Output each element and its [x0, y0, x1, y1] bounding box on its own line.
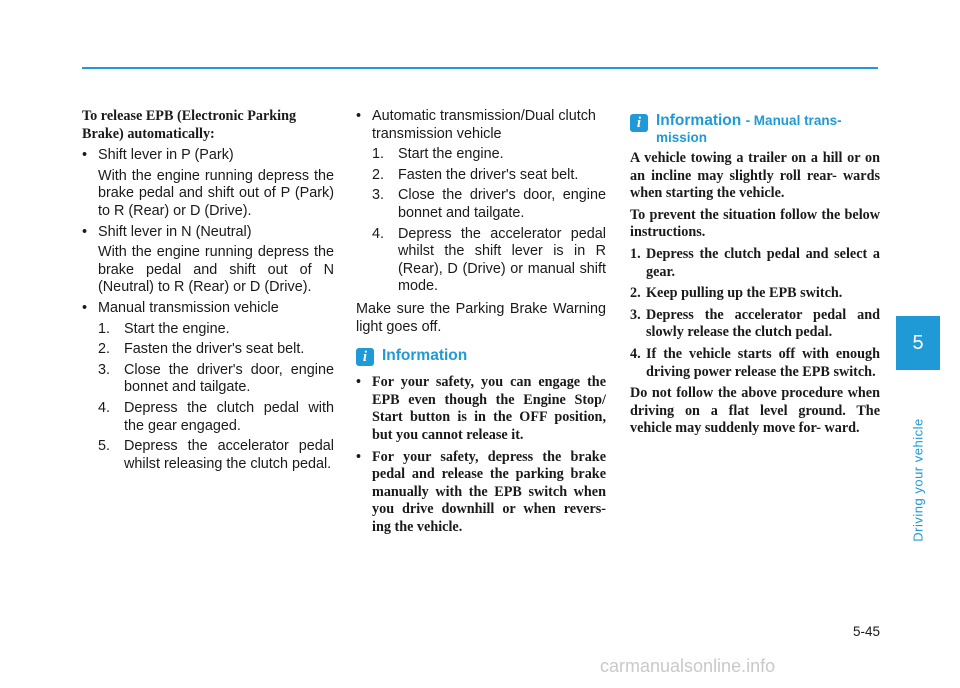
step-item	[356, 167, 606, 185]
step-text: Close the driver's door, engine bonnet and tailgate.	[398, 187, 606, 221]
list-item	[82, 300, 334, 318]
bullet-label: Automatic transmission/Dual clutch transmission vehicle	[372, 108, 596, 142]
step-text: Depress the clutch pedal and select a gear.	[646, 245, 880, 280]
bullet-icon: •	[356, 374, 361, 391]
info-icon: i	[630, 114, 648, 132]
step-number: 5.	[98, 438, 111, 455]
step-number: 4.	[630, 345, 641, 362]
step-number: 4.	[372, 225, 385, 242]
step-number: 3.	[630, 306, 641, 323]
bullet-text: With the engine running depress the brake pedal and shift out of N (Neutral) to R (Rear) or D (Drive).	[98, 244, 334, 296]
step-text: Keep pulling up the EPB switch.	[646, 285, 843, 302]
bullet-icon: •	[356, 108, 362, 124]
step-item	[356, 226, 606, 296]
bullet-label: Manual transmission vehicle	[98, 299, 279, 316]
info-subtitle: - Manual trans- mission	[656, 113, 842, 145]
list-item	[356, 108, 606, 143]
step-text: Start the engine.	[124, 320, 230, 337]
step-number: 4.	[98, 399, 111, 416]
info-header	[630, 108, 880, 146]
info-warning: Do not follow the above procedure when driving on a flat level ground. The vehicle may suddenly move for- ward.	[630, 385, 880, 437]
step-text: Depress the accelerator pedal and slowly release the clutch pedal.	[646, 306, 880, 341]
step-item	[630, 346, 880, 381]
step-number: 2.	[98, 341, 111, 358]
step-item	[356, 146, 606, 164]
info-bullet	[356, 449, 606, 537]
step-number: 3.	[98, 361, 111, 378]
step-text: Depress the clutch pedal with the gear engaged.	[124, 399, 334, 434]
info-bullet-text: For your safety, you can engage the EPB even though the Engine Stop/ Start button is in the OFF position, but you cannot release it.	[372, 374, 606, 443]
bullet-icon: •	[82, 299, 88, 316]
list-item	[82, 147, 334, 165]
step-text: Depress the accelerator pedal whilst the shift lever is in R (Rear), D (Drive) or manual shift mode.	[398, 225, 606, 295]
step-number: 1.	[372, 146, 385, 163]
info-bullet	[356, 374, 606, 444]
list-item	[82, 224, 334, 242]
bullet-text: With the engine running depress the brake pedal and shift out of P (Park) to R (Rear) or D (Drive).	[98, 167, 334, 219]
bullet-icon: •	[82, 147, 88, 164]
column-right	[630, 108, 880, 438]
info-intro: A vehicle towing a trailer on a hill or on an incline may slightly roll rear- wards when starting the vehicle.	[630, 150, 880, 202]
info-bullet-text: For your safety, depress the brake pedal and release the parking brake manually with the EPB switch when you drive downhill or when revers- ing the vehicle.	[372, 448, 606, 535]
info-header	[356, 348, 606, 370]
column-middle	[356, 108, 606, 536]
step-item	[82, 341, 334, 359]
info-lead: To prevent the situation follow the below instructions.	[630, 206, 880, 241]
step-item	[630, 285, 880, 303]
step-item	[82, 400, 334, 435]
column-left	[82, 108, 334, 473]
step-text: Depress the accelerator pedal whilst releasing the clutch pedal.	[124, 438, 334, 472]
step-text: Fasten the driver's seat belt.	[124, 341, 305, 358]
step-text: Start the engine.	[398, 146, 504, 163]
page-number: 5-45	[852, 624, 880, 639]
step-text: Fasten the driver's seat belt.	[398, 166, 579, 183]
section-heading: To release EPB (Electronic Parking Brake) automatically:	[82, 108, 297, 142]
bullet-label: Shift lever in N (Neutral)	[98, 223, 252, 240]
info-title: Information	[382, 347, 468, 365]
step-item	[82, 438, 334, 473]
note-text: Make sure the Parking Brake Warning light goes off.	[356, 300, 606, 335]
step-item	[82, 362, 334, 397]
watermark: carmanualsonline.info	[600, 656, 776, 676]
step-number: 3.	[372, 187, 385, 204]
step-item	[82, 321, 334, 339]
step-number: 2.	[630, 285, 641, 302]
info-title: Information	[656, 112, 742, 129]
bullet-label: Shift lever in P (Park)	[98, 147, 234, 164]
step-text: If the vehicle starts off with enough driving power release the EPB switch.	[646, 345, 880, 380]
chapter-title: Driving your vehicle	[910, 418, 926, 542]
step-item	[630, 307, 880, 342]
step-number: 1.	[630, 245, 641, 262]
bullet-icon: •	[82, 223, 88, 240]
step-item	[630, 246, 880, 281]
step-number: 1.	[98, 320, 111, 337]
info-title-block	[656, 112, 876, 146]
bullet-icon: •	[356, 448, 361, 465]
header-rule	[82, 67, 878, 69]
step-item	[356, 187, 606, 222]
info-icon: i	[356, 348, 374, 366]
step-number: 2.	[372, 166, 385, 183]
chapter-tab: 5	[896, 316, 940, 370]
step-text: Close the driver's door, engine bonnet and tailgate.	[124, 361, 334, 396]
